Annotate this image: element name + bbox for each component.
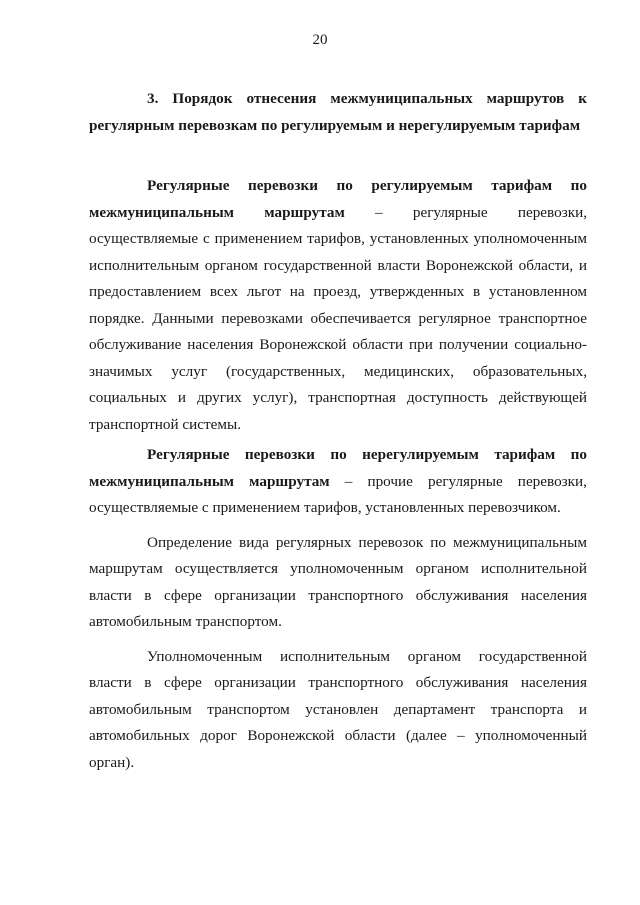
paragraph-regulated-tariffs [89, 173, 587, 438]
paragraph-unregulated-tariffs [89, 442, 587, 522]
term-regulated-tariffs: Регулярные перевозки по регулируемым тарифам по межмуниципальным маршрутам [89, 177, 587, 221]
page-number: 20 [312, 32, 328, 48]
term-unregulated-tariffs: Регулярные перевозки по нерегулируемым тарифам по межмуниципальным маршрутам [89, 446, 587, 490]
section-heading: 3. Порядок отнесения межмуниципальных маршрутов к регулярным перевозкам по регулируемым и нерегулируемым тарифам [89, 90, 587, 134]
spacer [89, 139, 587, 173]
paragraph-authorized-body: Уполномоченным исполнительным органом государственной власти в сфере организации транспортного обслуживания населения автомобильным транспортом установлен департамент транспорта и автомобильных дорог Воронежской области (далее – уполномоченный орган). [89, 647, 587, 771]
spacer [89, 636, 587, 644]
spacer [89, 522, 587, 530]
document-body [89, 86, 587, 776]
paragraph-type-determination: Определение вида регулярных перевозок по межмуниципальным маршрутам осуществляется уполномоченным органом исполнительной власти в сфере организации транспортного обслуживания населения автомобильным транспортом. [89, 533, 587, 630]
definition-unregulated-tariffs: – прочие регулярные перевозки, осуществляемые с применением тарифов, установленных перевозчиком. [89, 472, 587, 516]
definition-regulated-tariffs: – регулярные перевозки, осуществляемые с применением тарифов, установленных уполномоченным исполнительным органом государственной власти Воронежской области, и предоставлением всех льгот на проезд, утвержденных в установленном порядке. Данными перевозками обеспечивается регулярное транспортное обслуживание населения Воронежской области при получении социально-значимых услуг (государственных, медицинских, образовательных, социальных и других услуг), транспортная доступность действующей транспортной системы. [89, 203, 587, 433]
